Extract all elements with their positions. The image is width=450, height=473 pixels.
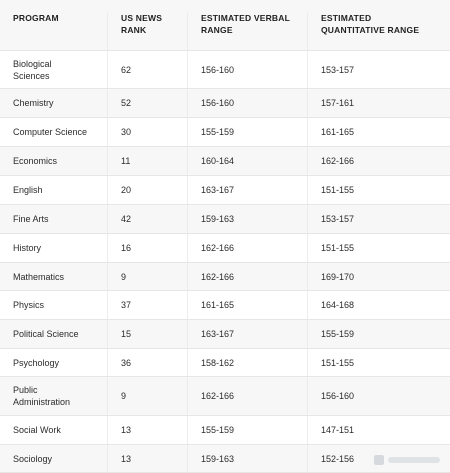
verbal-cell: 163-167	[187, 320, 307, 348]
rank-cell: 16	[107, 234, 187, 262]
header-program: PROGRAM	[13, 13, 59, 23]
verbal-cell: 155-159	[187, 416, 307, 444]
header-verbal-range: ESTIMATED VERBAL RANGE	[187, 12, 307, 50]
table-header-row	[0, 0, 450, 51]
table-row	[0, 176, 450, 205]
program-cell: Computer Science	[13, 127, 88, 137]
table-row	[0, 234, 450, 263]
rank-cell: 9	[107, 263, 187, 290]
rank-cell: 62	[107, 51, 187, 88]
verbal-cell: 156-160	[187, 89, 307, 117]
table-row	[0, 291, 450, 320]
quant-cell: 157-161	[307, 89, 450, 117]
program-name: Public Administration	[13, 385, 71, 407]
program-cell: Economics	[13, 156, 58, 166]
table-row	[0, 118, 450, 147]
quant-cell: 169-170	[307, 263, 450, 290]
verbal-cell: 159-163	[187, 205, 307, 233]
quant-cell: 151-155	[307, 176, 450, 204]
program-cell: Political Science	[13, 329, 79, 339]
program-cell: Fine Arts	[13, 214, 49, 224]
header-quant-range: ESTIMATED QUANTITATIVE RANGE	[307, 12, 450, 50]
verbal-cell: 158-162	[187, 349, 307, 376]
program-cell	[0, 51, 107, 88]
watermark-logo	[374, 453, 444, 467]
quant-cell: 156-160	[307, 377, 450, 415]
table-row	[0, 51, 450, 89]
rank-cell: 52	[107, 89, 187, 117]
program-cell: English	[13, 185, 43, 195]
table-row	[0, 147, 450, 176]
rank-cell: 20	[107, 176, 187, 204]
verbal-cell: 161-165	[187, 291, 307, 319]
table-row	[0, 89, 450, 118]
quant-cell: 153-157	[307, 51, 450, 88]
quant-cell: 152-156	[307, 445, 450, 472]
quant-cell: 153-157	[307, 205, 450, 233]
quant-cell: 147-151	[307, 416, 450, 444]
rank-cell: 30	[107, 118, 187, 146]
program-cell: History	[13, 243, 42, 253]
verbal-cell: 163-167	[187, 176, 307, 204]
program-cell: Sociology	[13, 453, 53, 464]
verbal-cell: 156-160	[187, 51, 307, 88]
quant-cell: 151-155	[307, 349, 450, 376]
table-row	[0, 349, 450, 377]
program-cell: Chemistry	[13, 98, 54, 108]
verbal-cell: 155-159	[187, 118, 307, 146]
table-row	[0, 377, 450, 416]
verbal-cell: 162-166	[187, 234, 307, 262]
quant-cell: 164-168	[307, 291, 450, 319]
table-row	[0, 320, 450, 349]
table-row	[0, 205, 450, 234]
rank-cell: 36	[107, 349, 187, 376]
quant-cell: 162-166	[307, 147, 450, 175]
program-name: Biological Sciences	[13, 58, 52, 81]
quant-cell: 161-165	[307, 118, 450, 146]
program-cell	[0, 377, 107, 415]
program-cell: Physics	[13, 300, 45, 310]
program-cell: Psychology	[13, 357, 60, 368]
header-us-news-rank: US NEWS RANK	[107, 12, 187, 50]
program-cell: Social Work	[13, 425, 61, 435]
rank-cell: 13	[107, 416, 187, 444]
verbal-cell: 159-163	[187, 445, 307, 472]
quant-cell: 155-159	[307, 320, 450, 348]
verbal-cell: 162-166	[187, 377, 307, 415]
table-row	[0, 416, 450, 445]
rank-cell: 42	[107, 205, 187, 233]
verbal-cell: 160-164	[187, 147, 307, 175]
rank-cell: 37	[107, 291, 187, 319]
verbal-cell: 162-166	[187, 263, 307, 290]
quant-cell: 151-155	[307, 234, 450, 262]
rank-cell: 9	[107, 377, 187, 415]
rank-cell: 13	[107, 445, 187, 472]
rank-cell: 11	[107, 147, 187, 175]
rank-cell: 15	[107, 320, 187, 348]
program-cell: Mathematics	[13, 271, 65, 282]
table-row	[0, 263, 450, 291]
